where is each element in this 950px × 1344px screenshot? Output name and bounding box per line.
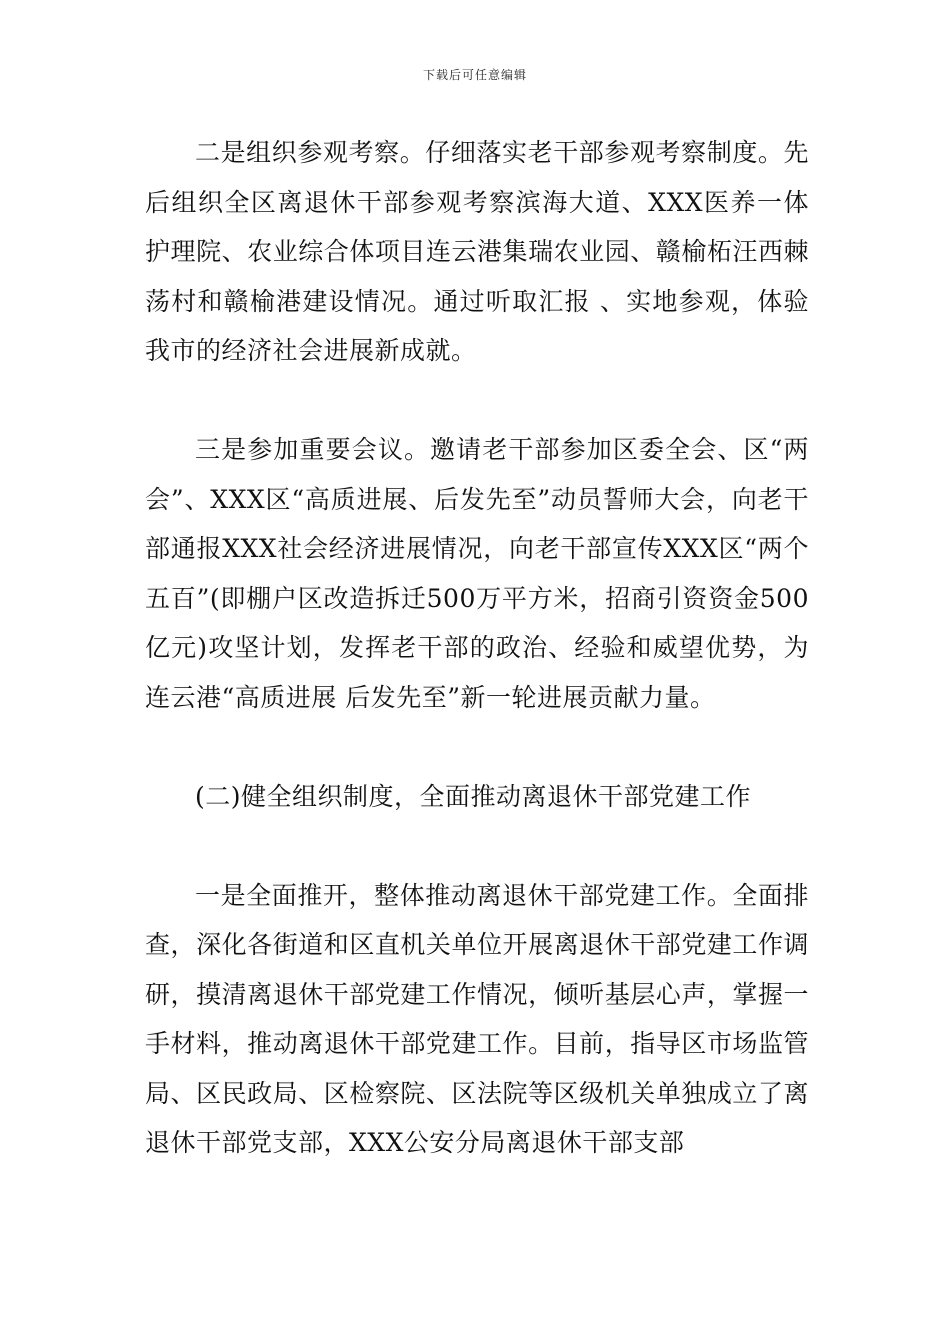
- paragraph-spacer: [145, 722, 809, 772]
- paragraph-party-building: 一是全面推开，整体推动离退休干部党建工作。全面排查，深化各街道和区直机关单位开展离退休干部党建工作调研，摸清离退休干部党建工作情况，倾听基层心声，掌握一手材料，推动离退休干部党建工作。目前，指导区市场监管局、区民政局、区检察院、区法院等区级机关单独成立了离退休干部党支部，XXX公安分局离退休干部支部: [145, 880, 809, 1157]
- section-heading: (二)健全组织制度，全面推动离退休干部党建工作: [195, 781, 752, 811]
- paragraph-spacer: [145, 821, 809, 871]
- paragraph-organize-visits: 二是组织参观考察。仔细落实老干部参观考察制度。先后组织全区离退休干部参观考察滨海大道、XXX医养一体护理院、农业综合体项目连云港集瑞农业园、赣榆柘汪西棘荡村和赣榆港建设情况。通过听取汇报 、实地参观，体验我市的经济社会进展新成就。: [145, 138, 809, 365]
- paragraph-important-meetings: 三是参加重要会议。邀请老干部参加区委全会、区“两会”、XXX区“高质进展、后发先至”动员誓师大会，向老干部通报XXX社会经济进展情况，向老干部宣传XXX区“两个五百”(即棚户区改造拆迁500万平方米，招商引资资金500亿元)攻坚计划，发挥老干部的政治、经验和威望优势，为连云港“高质进展 后发先至”新一轮进展贡献力量。: [145, 435, 809, 712]
- paragraph-spacer: [145, 376, 809, 426]
- document-body: [145, 128, 809, 1168]
- page-header: 下载后可任意编辑: [422, 68, 527, 82]
